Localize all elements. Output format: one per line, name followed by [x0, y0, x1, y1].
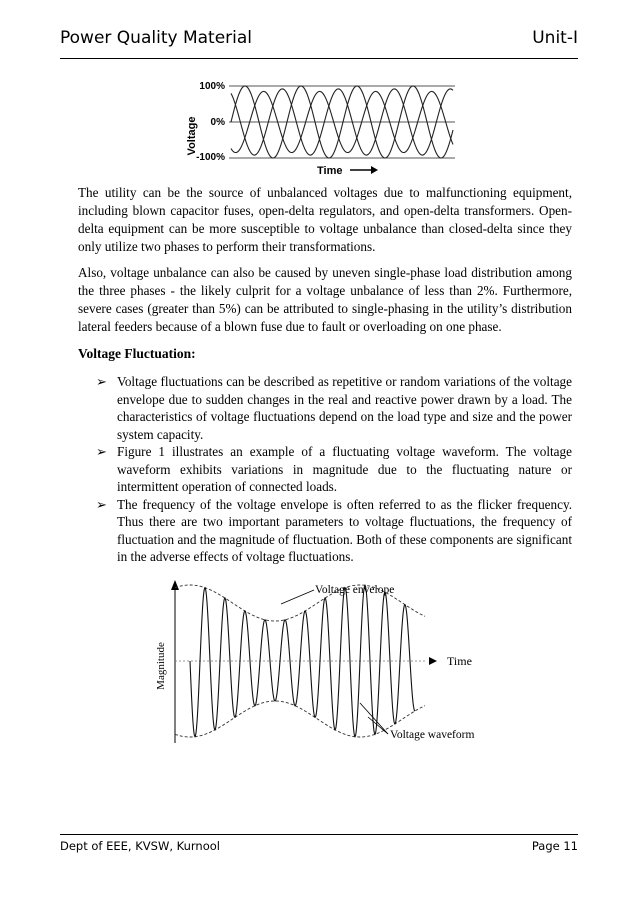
- bullet-text: Figure 1 illustrates an example of a fluctuating voltage waveform. The voltage waveform exhibits variations in magnitude due to the fluctuating nature or intermittent operation of connected loads.: [117, 444, 572, 494]
- fig2-y-arrowhead: [171, 580, 179, 590]
- fig2-waveform-pointer-2: [368, 717, 388, 734]
- arrow-bullet-icon: ➢: [96, 374, 108, 389]
- fig1-y-axis-label: Voltage: [186, 116, 198, 156]
- fluctuating-waveform-figure: [150, 578, 490, 748]
- fig1-x-axis-label: Time: [317, 165, 343, 176]
- fig1-tick-mid: 0%: [210, 117, 225, 128]
- section-heading: Voltage Fluctuation:: [78, 346, 196, 361]
- fig1-tick-top: 100%: [199, 81, 225, 92]
- fig1-tick-bottom: -100%: [196, 152, 225, 163]
- header-unit: Unit-I: [532, 28, 578, 48]
- fig2-time-arrowhead: [429, 657, 437, 665]
- footer-page-number: Page 11: [531, 839, 578, 853]
- fig2-time-label: Time: [447, 654, 472, 668]
- bullet-item: [96, 373, 572, 443]
- bullet-text: Voltage fluctuations can be described as repetitive or random variations of the voltage envelope due to sudden changes in the real and reactive power drawn by a load. The characteristics of voltage fluctuations depend on the load type and size and the power system capacity.: [117, 374, 572, 442]
- bullet-item: [96, 443, 572, 496]
- footer-divider: [60, 834, 578, 835]
- fig2-envelope-label: Voltage envelope: [315, 584, 395, 596]
- unbalanced-waveform-figure: [183, 76, 463, 176]
- bullet-list: [96, 373, 572, 566]
- bullet-item: [96, 496, 572, 566]
- paragraph-load-distribution: Also, voltage unbalance can also be caused by uneven single-phase load distribution among the three phases - the likely culprit for a voltage unbalance of less than 2%. Furthermore, severe cases (greater than 5%) can be attributed to single-phasing in the utility’s distribution lateral feeders because of a blown fuse due to fault or overloading on one phase.: [78, 265, 572, 334]
- footer-department: Dept of EEE, KVSW, Kurnool: [60, 839, 220, 853]
- paragraph-utility-source: The utility can be the source of unbalanced voltages due to malfunctioning equipment, including blown capacitor fuses, open-delta regulators, and open-delta transformers. Open-delta equipment can be more susceptible to voltage unbalance than closed-delta since they only utilize two phases to perform their transformations.: [78, 185, 572, 254]
- fig1-time-arrowhead: [371, 166, 378, 174]
- page-footer: [60, 839, 578, 853]
- fig2-waveform-label: Voltage waveform: [390, 729, 475, 741]
- arrow-bullet-icon: ➢: [96, 444, 108, 459]
- fig2-envelope-pointer: [281, 590, 314, 604]
- page-header: [60, 28, 578, 56]
- arrow-bullet-icon: ➢: [96, 496, 108, 512]
- bullet-text: The frequency of the voltage envelope is often referred to as the flicker frequency. Thus there are two important parameters to voltage fluctuations, the frequency of fluctuation and the magnitude of fluctuation. Both of these components are significant in the adverse effects of voltage fluctuations.: [117, 496, 572, 564]
- fig2-magnitude-label: Magnitude: [155, 642, 167, 690]
- header-divider: [60, 58, 578, 59]
- header-title: Power Quality Material: [60, 28, 253, 48]
